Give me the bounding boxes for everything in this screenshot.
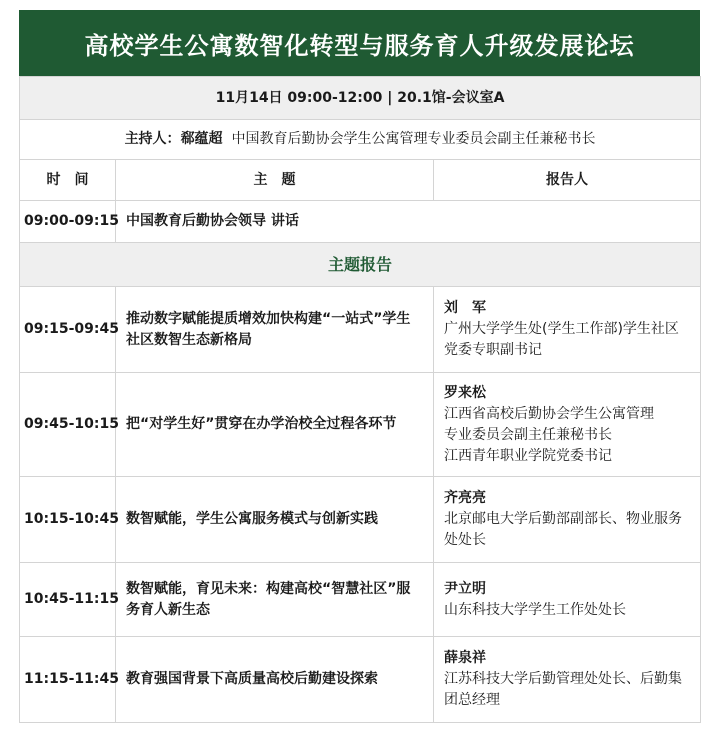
host-title: 中国教育后勤协会学生公寓管理专业委员会副主任兼秘书长: [231, 131, 596, 147]
talk-time: 11:15-11:45: [20, 637, 116, 723]
speaker-title: 山东科技大学学生工作处处长: [444, 601, 626, 618]
opening-topic: 中国教育后勤协会领导 讲话: [116, 201, 701, 243]
talk-time: 10:15-10:45: [20, 477, 116, 563]
speaker-title: 专业委员会副主任兼秘书长: [444, 426, 612, 443]
talk-speaker: [434, 477, 701, 563]
opening-time: 09:00-09:15: [20, 201, 116, 243]
column-header-topic: 主 题: [116, 160, 434, 201]
talk-topic: 数智赋能，学生公寓服务模式与创新实践: [116, 477, 434, 563]
table-row: [20, 637, 701, 723]
section-row: [20, 243, 701, 287]
speaker-title: 江西青年职业学院党委书记: [444, 447, 612, 464]
session-info: 11月14日 09:00-12:00 | 20.1馆-会议室A: [20, 77, 701, 120]
host-cell: [20, 120, 701, 160]
speaker-title: 江西省高校后勤协会学生公寓管理: [444, 405, 654, 422]
column-header-speaker: 报告人: [434, 160, 701, 201]
host-name: 郗蕴超: [180, 131, 223, 147]
talk-time: 09:15-09:45: [20, 287, 116, 373]
host-label: 主持人：: [124, 131, 181, 147]
talk-speaker: [434, 373, 701, 477]
table-row: [20, 563, 701, 637]
table-header-row: [20, 160, 701, 201]
speaker-name: 罗来松: [444, 384, 486, 401]
schedule-table: [19, 76, 701, 723]
speaker-name: 薛泉祥: [444, 650, 486, 666]
page-title: 高校学生公寓数智化转型与服务育人升级发展论坛: [19, 10, 700, 76]
table-row: [20, 477, 701, 563]
host-row: [20, 120, 701, 160]
talk-topic: 数智赋能，育见未来：构建高校“智慧社区”服务育人新生态: [116, 563, 434, 637]
speaker-title: 广州大学学生处(学生工作部)学生社区党委专职副书记: [444, 321, 679, 358]
section-label: 主题报告: [20, 243, 701, 287]
speaker-name: 尹立明: [444, 580, 486, 597]
table-row: [20, 373, 701, 477]
speaker-name: 刘 军: [444, 300, 486, 316]
speaker-title: 北京邮电大学后勤部副部长、物业服务处处长: [444, 511, 682, 548]
talk-speaker: [434, 287, 701, 373]
talk-time: 10:45-11:15: [20, 563, 116, 637]
speaker-title: 江苏科技大学后勤管理处处长、后勤集团总经理: [444, 671, 682, 708]
talk-topic: 教育强国背景下高质量高校后勤建设探索: [116, 637, 434, 723]
talk-speaker: [434, 563, 701, 637]
column-header-time: 时 间: [20, 160, 116, 201]
opening-row: [20, 201, 701, 243]
talk-speaker: [434, 637, 701, 723]
table-row: [20, 287, 701, 373]
speaker-name: 齐亮亮: [444, 490, 486, 506]
talk-time: 09:45-10:15: [20, 373, 116, 477]
talk-topic: 推动数字赋能提质增效加快构建“一站式”学生社区数智生态新格局: [116, 287, 434, 373]
session-info-row: [20, 77, 701, 120]
talk-topic: 把“对学生好”贯穿在办学治校全过程各环节: [116, 373, 434, 477]
